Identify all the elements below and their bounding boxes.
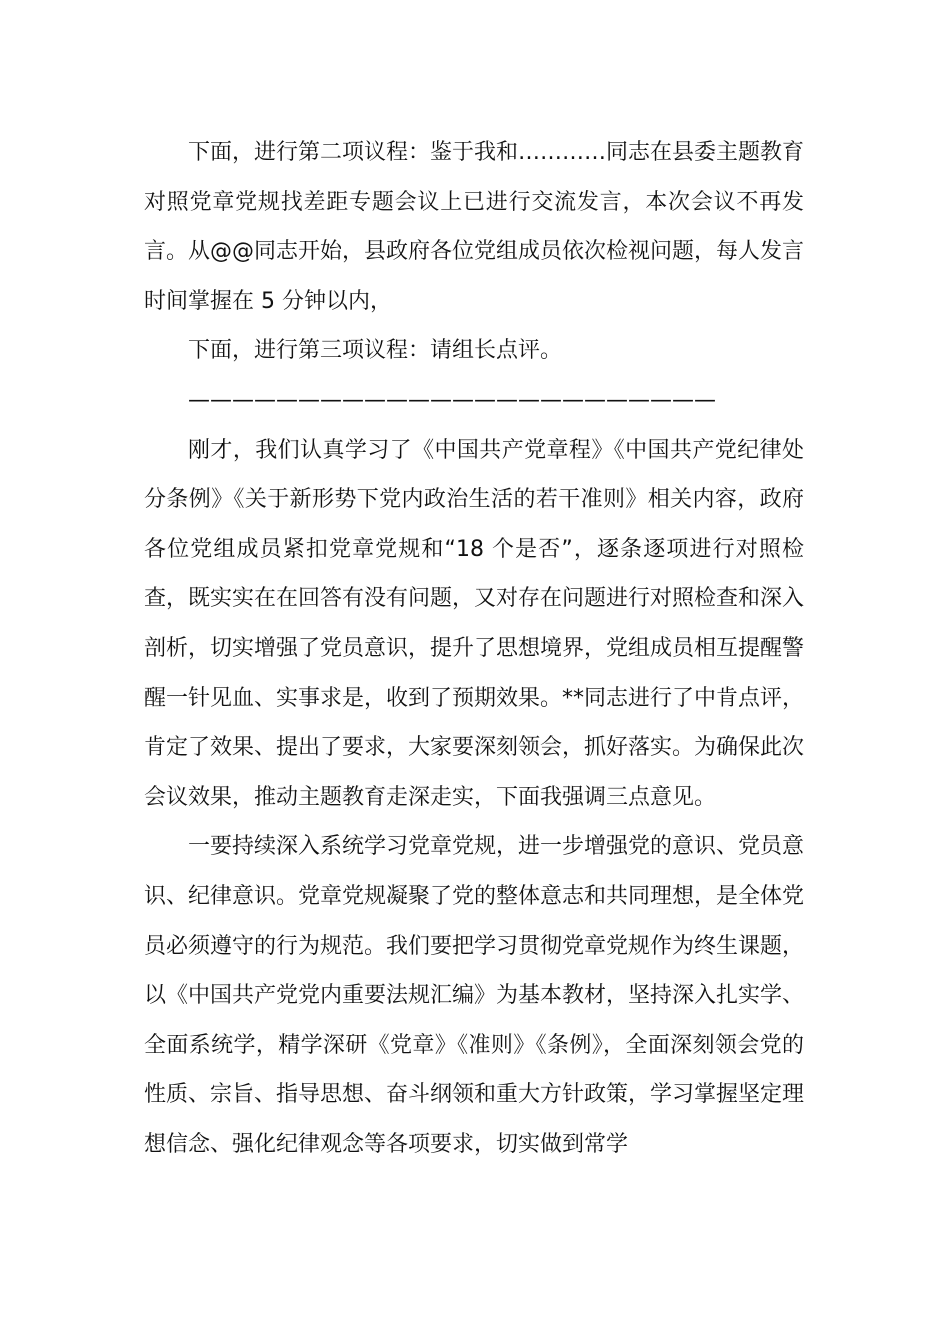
- paragraph-agenda-item-3: 下面，进行第三项议程：请组长点评。: [188, 338, 563, 364]
- paragraph-summary: 刚才，我们认真学习了《中国共产党章程》《中国共产党纪律处分条例》《关于新形势下党内政治生活的若干准则》相关内容，政府各位党组成员紧扣党章党规和“18 个是否”，逐条逐项进行对照检查，既实实在在回答有没有问题，又对存在问题进行对照检查和深入剖析，切实增强了党员意识，提升了思想境界，党组成员相互提醒警醒一针见血、实事求是，收到了预期效果。**同志进行了中肯点评，肯定了效果、提出了要求，大家要深刻领会，抓好落实。为确保此次会议效果，推动主题教育走深走实，下面我强调三点意见。: [144, 437, 805, 810]
- paragraph-point-one: 一要持续深入系统学习党章党规，进一步增强党的意识、党员意识、纪律意识。党章党规凝聚了党的整体意志和共同理想，是全体党员必须遵守的行为规范。我们要把学习贯彻党章党规作为终生课题，以《中国共产党党内重要法规汇编》为基本教材，坚持深入扎实学、全面系统学，精学深研《党章》《准则》《条例》，全面深刻领会党的性质、宗旨、指导思想、奋斗纲领和重大方针政策，学习掌握坚定理想信念、强化纪律观念等各项要求，切实做到常学: [144, 834, 805, 1157]
- paragraph-agenda-item-2: 下面，进行第二项议程：鉴于我和…………同志在县委主题教育对照党章党规找差距专题会议上已进行交流发言，本次会议不再发言。从@@同志开始，县政府各位党组成员依次检视问题，每人发言时间掌握在 5 分钟以内，: [144, 140, 805, 314]
- section-divider: ————————————————————————: [188, 387, 716, 413]
- document-body: [144, 128, 804, 1169]
